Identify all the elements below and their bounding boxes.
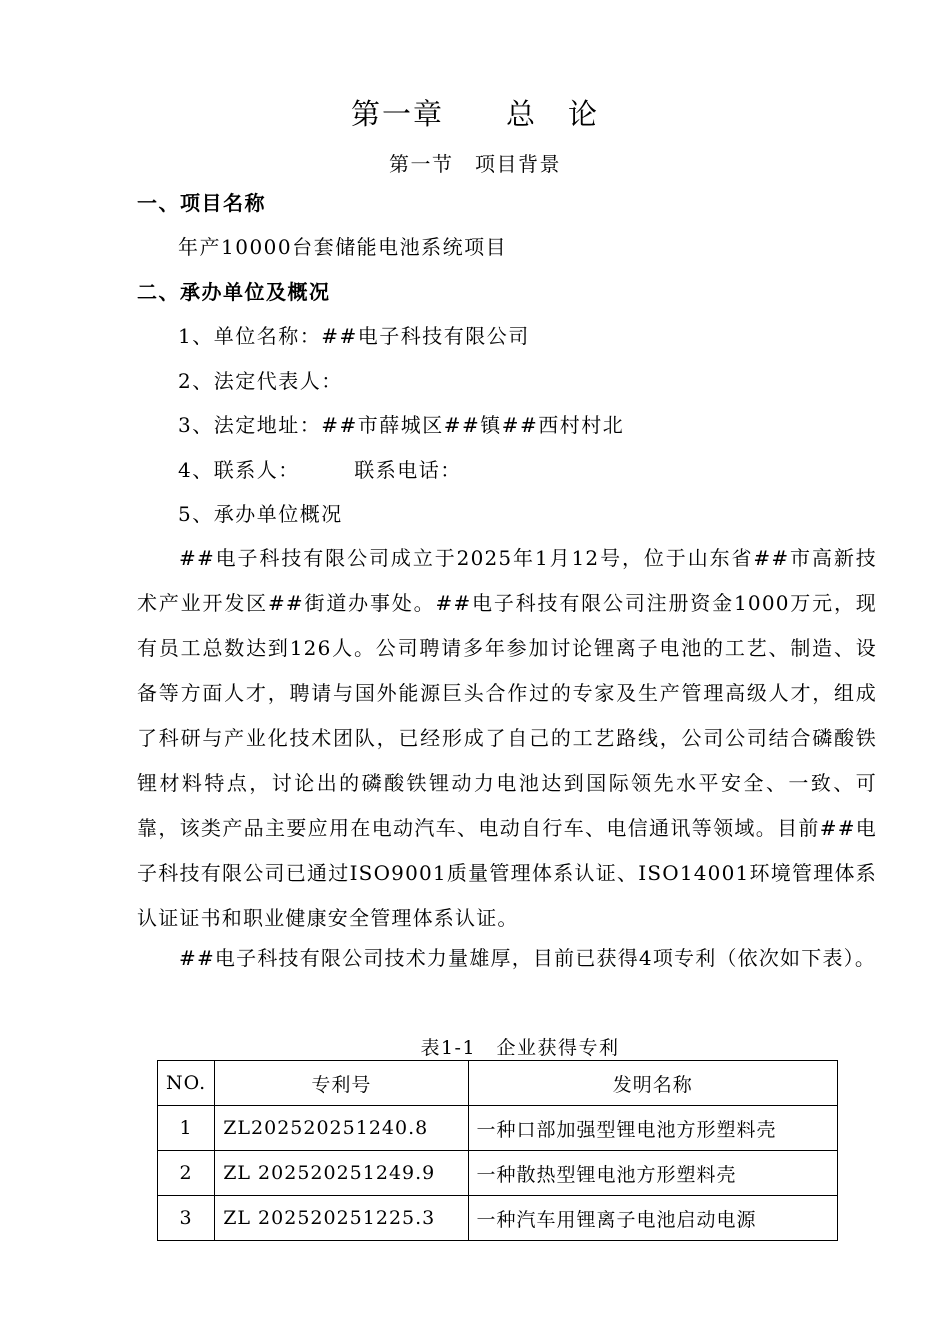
row-patent-number: ZL 202520251249.9 [215, 1151, 468, 1196]
item-company-overview: 5、承办单位概况 [178, 502, 343, 526]
company-overview-paragraph: ##电子科技有限公司成立于2025年1月12号，位于山东省##市高新技术产业开发区##街道办事处。##电子科技有限公司注册资金1000万元，现有员工总数达到126人。公司聘请多年参加讨论锂离子电池的工艺、制造、设备等方面人才，聘请与国外能源巨头合作过的专家及生产管理高级人才，组成了科研与产业化技术团队，已经形成了自己的工艺路线，公司公司结合磷酸铁锂材料特点，讨论出的磷酸铁锂动力电池达到国际领先水平安全、一致、可靠，该类产品主要应用在电动汽车、电动自行车、电信通讯等领域。目前##电子科技有限公司已通过ISO9001质量管理体系认证、ISO14001环境管理体系认证证书和职业健康安全管理体系认证。 [137, 546, 877, 930]
row-invention-name: 一种散热型锂电池方形塑料壳 [468, 1151, 837, 1196]
item-legal-representative: 2、法定代表人： [178, 369, 343, 393]
row-patent-number: ZL 202520251225.3 [215, 1196, 468, 1241]
heading-organizer: 二、承办单位及概况 [137, 280, 331, 304]
row-no: 2 [158, 1151, 215, 1196]
section-title: 第一节 项目背景 [389, 152, 561, 176]
patents-table [157, 1060, 838, 1241]
project-name-text: 年产10000台套储能电池系统项目 [178, 235, 508, 259]
item-contact: 4、联系人： 联系电话： [178, 458, 462, 482]
table-row [158, 1196, 838, 1241]
row-patent-number: ZL202520251240.8 [215, 1106, 468, 1151]
chapter-title: 第一章 总 论 [350, 97, 599, 131]
table-row [158, 1151, 838, 1196]
item-legal-address: 3、法定地址：##市薛城区##镇##西村村北 [178, 413, 625, 437]
header-patent-number: 专利号 [215, 1061, 468, 1106]
row-no: 1 [158, 1106, 215, 1151]
heading-project-name: 一、项目名称 [137, 191, 266, 215]
header-no: NO. [158, 1061, 215, 1106]
row-invention-name: 一种口部加强型锂电池方形塑料壳 [468, 1106, 837, 1151]
item-company-name: 1、单位名称：##电子科技有限公司 [178, 324, 530, 348]
table-caption: 表1-1 企业获得专利 [420, 1037, 620, 1059]
header-invention-name: 发明名称 [468, 1061, 837, 1106]
row-invention-name: 一种汽车用锂离子电池启动电源 [468, 1196, 837, 1241]
patents-intro-paragraph: ##电子科技有限公司技术力量雄厚，目前已获得4项专利（依次如下表）。 [179, 946, 877, 970]
row-no: 3 [158, 1196, 215, 1241]
table-header-row [158, 1061, 838, 1106]
table-row [158, 1106, 838, 1151]
